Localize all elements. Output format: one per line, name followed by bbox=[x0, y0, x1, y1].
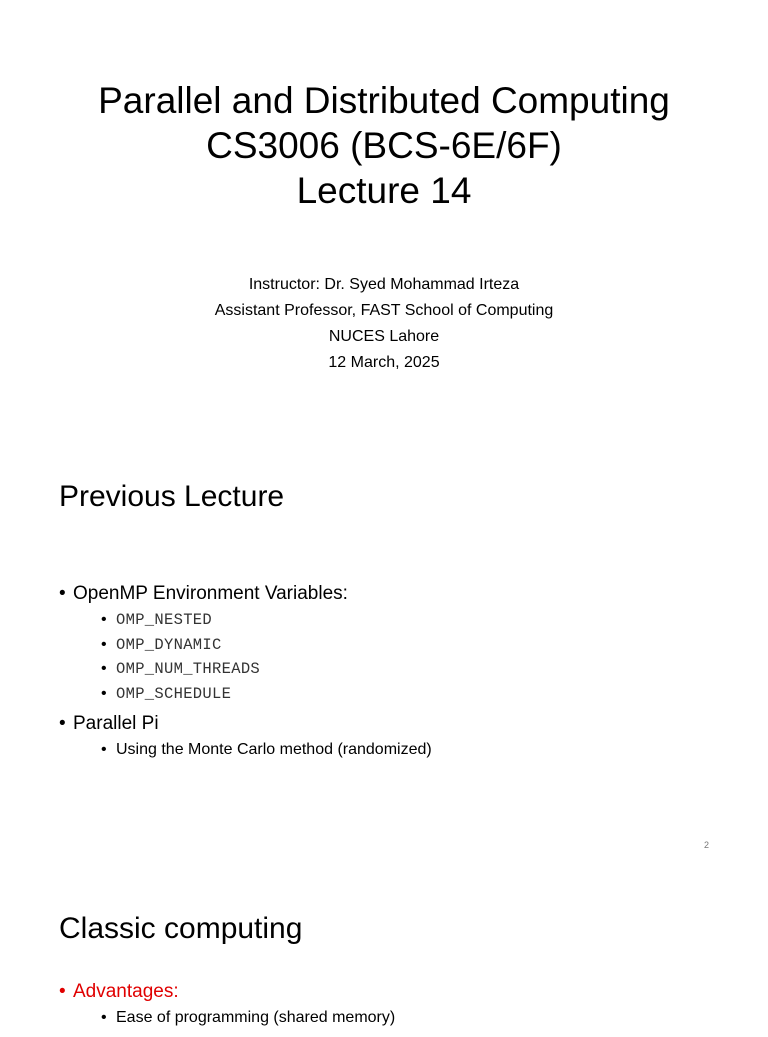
title-line-course: Parallel and Distributed Computing bbox=[98, 80, 670, 121]
bullet-list bbox=[59, 582, 432, 769]
institution: NUCES Lahore bbox=[328, 328, 440, 345]
bullet-item-advantages bbox=[59, 980, 395, 1031]
instructor-name: Instructor: Dr. Syed Mohammad Irteza bbox=[248, 276, 520, 293]
sub-bullet-item bbox=[73, 1006, 395, 1031]
bullet-item bbox=[59, 582, 432, 706]
sub-bullet-list bbox=[73, 1006, 395, 1031]
sub-bullet-item bbox=[73, 738, 432, 763]
lecture-date: 12 March, 2025 bbox=[328, 354, 440, 371]
instructor-info bbox=[0, 272, 768, 376]
sub-bullet-text: Using the Monte Carlo method (randomized) bbox=[116, 741, 432, 758]
page-number: 2 bbox=[703, 840, 709, 850]
env-var-name: OMP_NUM_THREADS bbox=[116, 660, 261, 678]
env-var-name: OMP_NESTED bbox=[116, 611, 213, 629]
sub-bullet-list bbox=[73, 738, 432, 763]
sub-bullet-item bbox=[73, 633, 432, 658]
bullet-list bbox=[59, 980, 395, 1037]
instructor-position: Assistant Professor, FAST School of Computing bbox=[214, 302, 554, 319]
title-slide bbox=[0, 0, 768, 432]
sub-bullet-item bbox=[73, 608, 432, 633]
title-line-code: CS3006 (BCS-6E/6F) bbox=[206, 125, 562, 166]
bullet-text: OpenMP Environment Variables: bbox=[73, 583, 348, 604]
title-line-lecture: Lecture 14 bbox=[296, 170, 472, 211]
sub-bullet-text: Ease of programming (shared memory) bbox=[116, 1009, 396, 1026]
previous-lecture-slide bbox=[0, 432, 768, 864]
classic-computing-slide bbox=[0, 864, 768, 1024]
sub-bullet-list bbox=[73, 608, 432, 706]
env-var-name: OMP_DYNAMIC bbox=[116, 635, 222, 654]
env-var-name: OMP_SCHEDULE bbox=[116, 684, 232, 703]
bullet-text: Advantages: bbox=[73, 981, 179, 1002]
lecture-title bbox=[0, 78, 768, 213]
bullet-item bbox=[59, 712, 432, 763]
sub-bullet-item bbox=[73, 657, 432, 682]
bullet-text: Parallel Pi bbox=[73, 713, 159, 734]
slide-heading: Classic computing bbox=[59, 912, 303, 945]
slide-heading: Previous Lecture bbox=[59, 480, 285, 513]
sub-bullet-item bbox=[73, 682, 432, 707]
